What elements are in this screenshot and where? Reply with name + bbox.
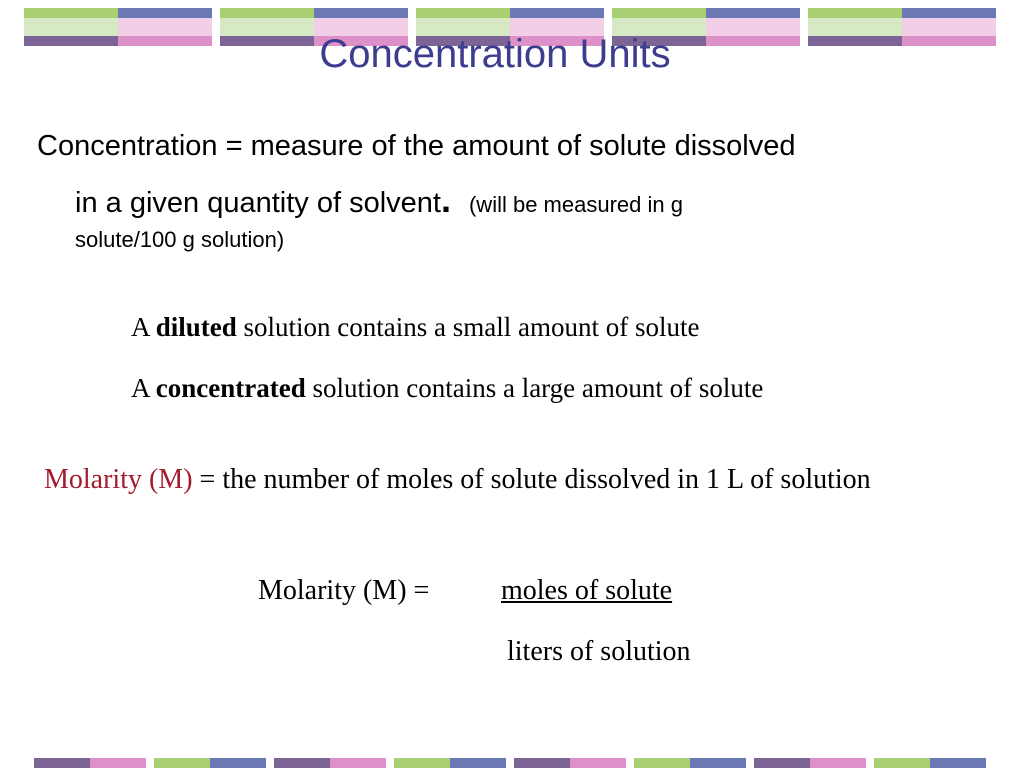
band-segment bbox=[514, 758, 570, 768]
band-segment bbox=[634, 758, 690, 768]
slide-title: Concentration Units bbox=[319, 32, 671, 76]
formula-lhs: Molarity (M) = bbox=[258, 575, 430, 606]
bottom-band-block bbox=[634, 758, 746, 768]
band-segment bbox=[210, 758, 266, 768]
diluted-keyword: diluted bbox=[155, 312, 237, 342]
concentration-definition-line2 bbox=[75, 180, 683, 225]
sentence-prefix: A bbox=[131, 373, 156, 403]
bottom-decorative-band bbox=[0, 758, 1024, 768]
band-segment bbox=[930, 758, 986, 768]
bottom-band-block bbox=[154, 758, 266, 768]
measurement-note: (will be measured in g bbox=[468, 192, 683, 217]
formula-numerator: moles of solute bbox=[501, 575, 673, 606]
concentration-term: Concentration bbox=[37, 130, 218, 162]
definition-period: . bbox=[440, 179, 451, 220]
molarity-term: Molarity (M) bbox=[44, 464, 193, 495]
band-segment bbox=[274, 758, 330, 768]
band-segment bbox=[34, 758, 90, 768]
concentration-definition-text: = measure of the amount of solute dissolved bbox=[217, 130, 796, 162]
molarity-definition bbox=[44, 462, 994, 498]
molarity-definition-text: = the number of moles of solute dissolved in 1 L of solution bbox=[192, 464, 871, 495]
band-segment bbox=[808, 8, 902, 18]
concentrated-keyword: concentrated bbox=[155, 373, 306, 403]
bottom-band-block bbox=[874, 758, 986, 768]
concentrated-sentence bbox=[131, 371, 763, 405]
band-segment bbox=[154, 758, 210, 768]
sentence-rest: solution contains a large amount of solute bbox=[305, 373, 764, 403]
band-segment bbox=[416, 8, 510, 18]
bottom-band-block bbox=[754, 758, 866, 768]
concentration-definition-line1 bbox=[37, 128, 795, 164]
band-segment bbox=[90, 758, 146, 768]
band-segment bbox=[612, 8, 706, 18]
band-segment bbox=[220, 8, 314, 18]
band-segment bbox=[314, 8, 408, 18]
sentence-rest: solution contains a small amount of solute bbox=[236, 312, 700, 342]
band-segment bbox=[394, 758, 450, 768]
diluted-sentence bbox=[131, 310, 700, 344]
band-segment bbox=[330, 758, 386, 768]
band-segment bbox=[24, 8, 118, 18]
band-segment bbox=[754, 758, 810, 768]
band-segment bbox=[902, 8, 996, 18]
band-segment bbox=[874, 758, 930, 768]
bottom-band-block bbox=[34, 758, 146, 768]
band-segment bbox=[690, 758, 746, 768]
band-segment bbox=[510, 8, 604, 18]
measurement-note-continuation: solute/100 g solution) bbox=[75, 227, 285, 252]
bottom-band-block bbox=[394, 758, 506, 768]
sentence-prefix: A bbox=[131, 312, 156, 342]
band-segment bbox=[570, 758, 626, 768]
bottom-band-block bbox=[274, 758, 386, 768]
band-segment bbox=[706, 8, 800, 18]
concentration-definition-continuation: in a given quantity of solvent bbox=[75, 187, 441, 219]
band-segment bbox=[810, 758, 866, 768]
band-segment bbox=[450, 758, 506, 768]
formula-denominator: liters of solution bbox=[507, 636, 691, 667]
bottom-band-block bbox=[514, 758, 626, 768]
band-segment bbox=[118, 8, 212, 18]
